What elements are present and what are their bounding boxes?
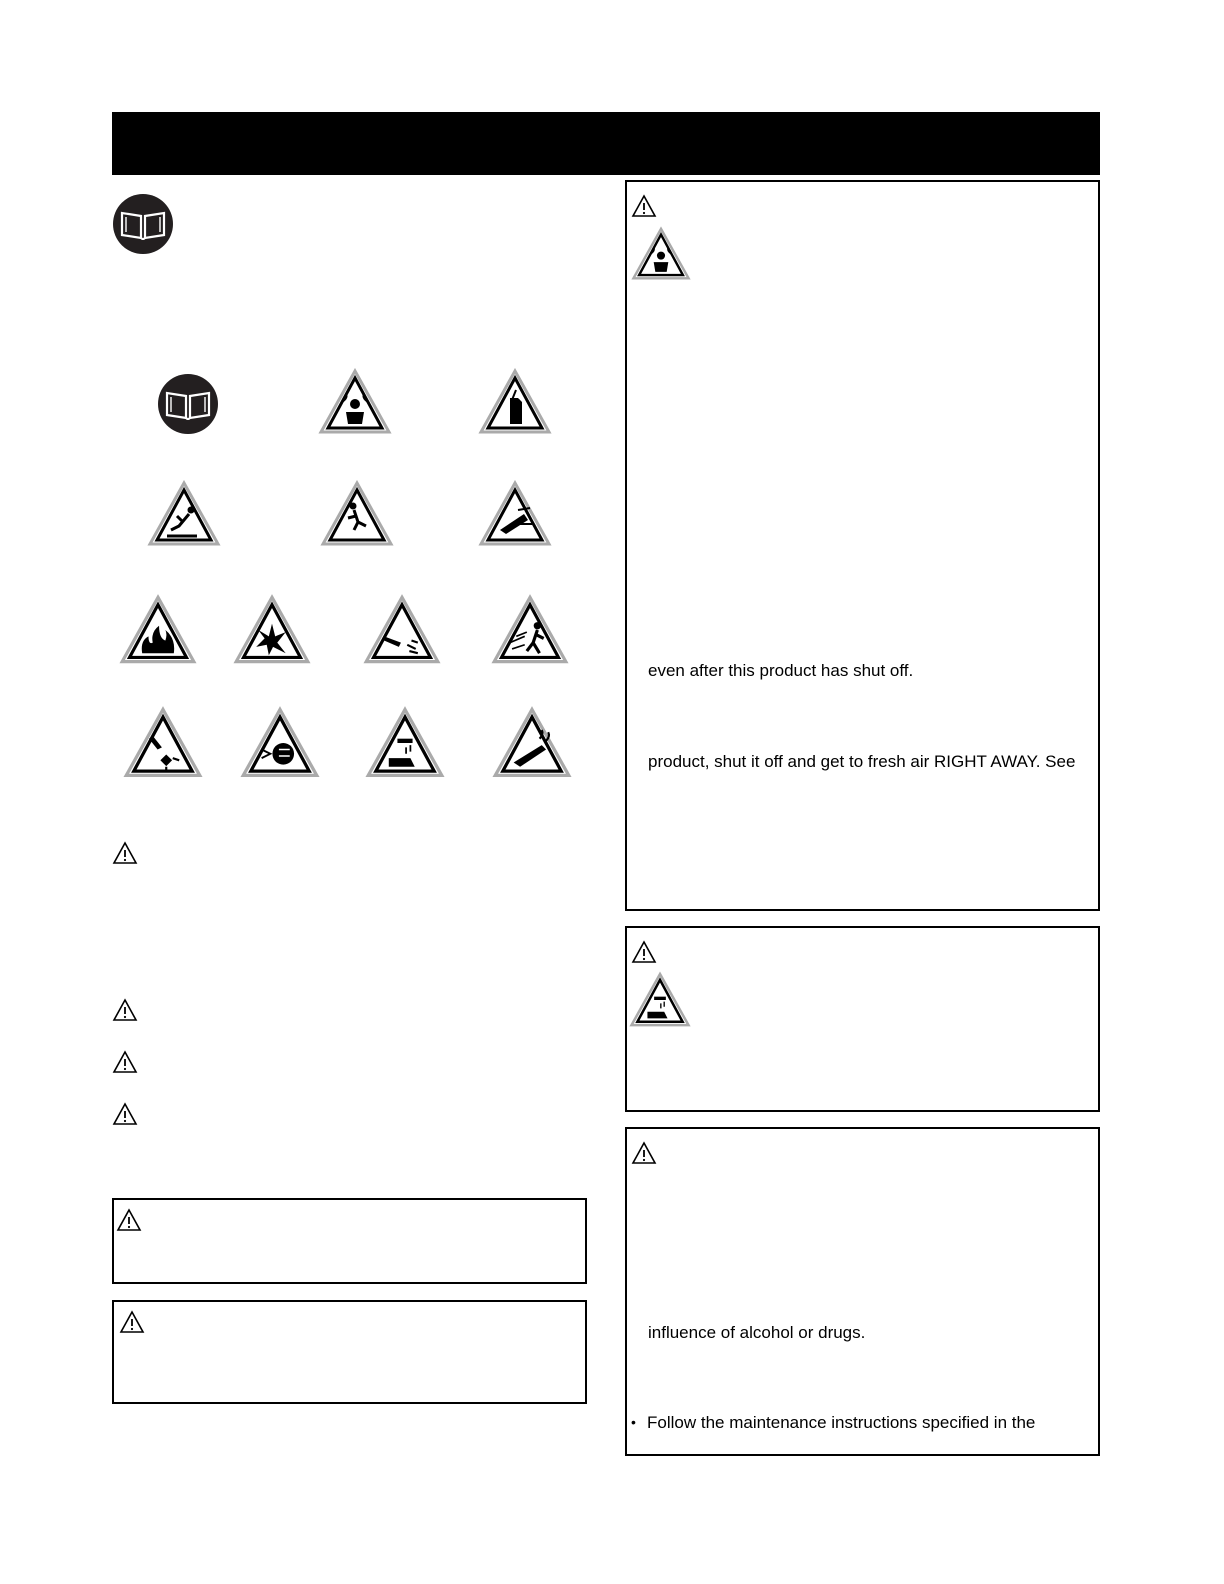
warning-icon [116,1208,142,1232]
bullet: • [631,1414,636,1430]
warning-text-line: even after this product has shut off. [648,661,914,680]
chemical-burn-hazard-icon [365,706,445,780]
flying-debris-hazard-icon [491,594,569,666]
warning-box [112,1198,587,1284]
read-manual-icon [157,373,219,435]
toxic-fumes-hazard-icon [631,226,691,282]
section-header-bar [112,112,1100,175]
toxic-fumes-hazard-icon [318,368,392,436]
warning-icon [112,998,138,1022]
carbon-monoxide-warning-box [625,180,1100,911]
warning-icon [119,1310,145,1334]
warning-icon [112,1050,138,1074]
warning-icon [112,1102,138,1126]
hearing-eye-protection-icon [240,706,320,780]
warning-text-line: Follow the maintenance instructions specified in the [647,1413,1036,1432]
warning-icon [631,940,657,964]
cutting-hazard-icon [363,594,441,666]
warning-box [112,1300,587,1404]
warning-icon [631,194,657,218]
warning-text-line: influence of alcohol or drugs. [648,1323,866,1342]
entanglement-hazard-icon [478,480,552,548]
read-manual-icon [112,193,174,255]
explosion-hazard-icon [233,594,311,666]
electric-shock-hazard-icon [478,368,552,436]
hand-injury-hazard-icon [123,706,203,780]
general-safety-warning-box [625,1127,1100,1456]
chemical-warning-box [625,926,1100,1112]
warning-icon [631,1141,657,1165]
fire-hazard-icon [119,594,197,666]
warning-text-line: product, shut it off and get to fresh air RIGHT AWAY. See [648,752,1076,771]
chemical-burn-hazard-icon [629,970,691,1030]
warning-icon [112,841,138,865]
slip-fall-hazard-icon [147,480,221,548]
trip-hazard-icon [320,480,394,548]
hot-surface-hazard-icon [492,706,572,780]
